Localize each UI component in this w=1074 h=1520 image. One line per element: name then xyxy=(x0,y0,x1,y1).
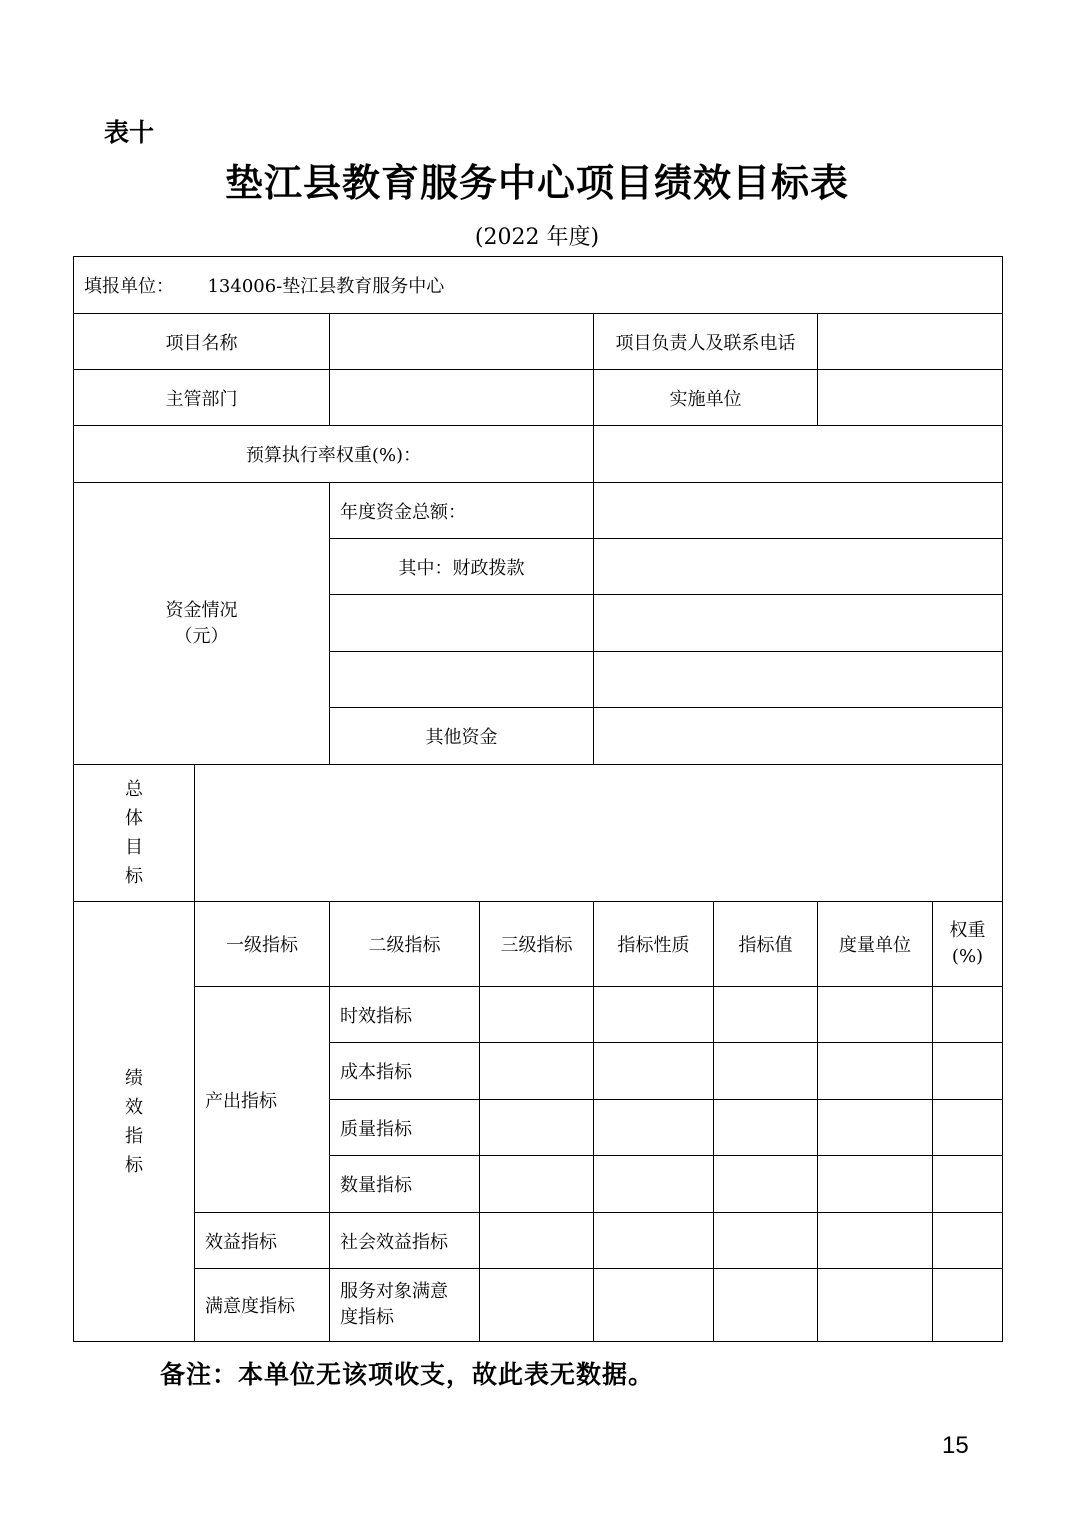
project-contact-label: 项目负责人及联系电话 xyxy=(594,314,818,370)
indicator-cell[interactable] xyxy=(594,1213,714,1269)
indicator-cell[interactable] xyxy=(933,1043,1003,1100)
funds-fiscal-label: 其中：财政拨款 xyxy=(330,539,594,595)
col-header-level3: 三级指标 xyxy=(480,902,594,987)
indicator-level2: 社会效益指标 xyxy=(330,1213,480,1269)
funds-label: 资金情况 xyxy=(165,599,238,621)
col-header-unit: 度量单位 xyxy=(818,902,933,987)
funds-blank-label-1 xyxy=(330,595,594,652)
row-funds-total xyxy=(74,483,1003,539)
indicator-cell[interactable] xyxy=(594,1043,714,1100)
col-header-value: 指标值 xyxy=(714,902,818,987)
overall-goal-char: 标 xyxy=(125,866,143,887)
filling-unit-cell xyxy=(74,257,1003,314)
indicator-cell[interactable] xyxy=(594,987,714,1043)
indicator-cell[interactable] xyxy=(933,987,1003,1043)
indicator-cell[interactable] xyxy=(818,1213,933,1269)
performance-char: 绩 xyxy=(125,1067,143,1089)
project-name-label: 项目名称 xyxy=(74,314,330,370)
indicator-cell[interactable] xyxy=(594,1100,714,1156)
satisfaction-indicator-label: 满意度指标 xyxy=(195,1269,330,1342)
satisfaction-item-line: 服务对象满意 xyxy=(340,1281,448,1302)
project-contact-field[interactable] xyxy=(818,314,1003,370)
col-header-weight xyxy=(933,902,1003,987)
performance-label xyxy=(74,902,195,1342)
funds-total-label: 年度资金总额： xyxy=(330,483,594,539)
indicator-cell[interactable] xyxy=(714,1269,818,1342)
indicator-cell[interactable] xyxy=(933,1100,1003,1156)
overall-goal-char: 总 xyxy=(125,779,143,800)
department-field[interactable] xyxy=(330,370,594,426)
indicator-cell[interactable] xyxy=(818,1269,933,1342)
indicator-cell[interactable] xyxy=(933,1213,1003,1269)
overall-goal-field[interactable] xyxy=(195,765,1003,902)
table-row xyxy=(74,1213,1003,1269)
indicator-cell[interactable] xyxy=(480,1269,594,1342)
satisfaction-item-line: 度指标 xyxy=(340,1307,394,1328)
row-department xyxy=(74,370,1003,426)
indicator-level2: 质量指标 xyxy=(330,1100,480,1156)
table-row xyxy=(74,987,1003,1043)
indicator-cell[interactable] xyxy=(594,1269,714,1342)
table-row xyxy=(74,1269,1003,1342)
indicator-cell[interactable] xyxy=(818,1100,933,1156)
funds-total-field[interactable] xyxy=(594,483,1003,539)
implementer-field[interactable] xyxy=(818,370,1003,426)
funds-other-label: 其他资金 xyxy=(330,708,594,765)
budget-weight-field[interactable] xyxy=(594,426,1003,483)
indicator-level2: 时效指标 xyxy=(330,987,480,1043)
indicator-cell[interactable] xyxy=(714,1213,818,1269)
funds-blank-field-1[interactable] xyxy=(594,595,1003,652)
table-number-label: 表十 xyxy=(104,118,155,147)
weight-header-label: 权重 xyxy=(949,920,986,941)
indicator-cell[interactable] xyxy=(480,1100,594,1156)
row-indicator-header xyxy=(74,902,1003,987)
col-header-level2: 二级指标 xyxy=(330,902,480,987)
filling-unit-label: 填报单位： xyxy=(84,276,174,297)
funds-fiscal-field[interactable] xyxy=(594,539,1003,595)
performance-goal-table xyxy=(73,256,1003,1342)
overall-goal-char: 体 xyxy=(125,808,143,829)
indicator-cell[interactable] xyxy=(714,987,818,1043)
indicator-cell[interactable] xyxy=(818,1043,933,1100)
output-indicator-label: 产出指标 xyxy=(195,987,330,1213)
funds-other-field[interactable] xyxy=(594,708,1003,765)
row-filling-unit xyxy=(74,257,1003,314)
indicator-cell[interactable] xyxy=(933,1156,1003,1213)
row-budget-weight xyxy=(74,426,1003,483)
indicator-cell[interactable] xyxy=(933,1269,1003,1342)
indicator-level2: 数量指标 xyxy=(330,1156,480,1213)
indicator-level2 xyxy=(330,1269,480,1342)
implementer-label: 实施单位 xyxy=(594,370,818,426)
performance-char: 效 xyxy=(125,1096,143,1118)
performance-char: 标 xyxy=(125,1154,143,1176)
indicator-cell[interactable] xyxy=(480,1043,594,1100)
indicator-cell[interactable] xyxy=(714,1156,818,1213)
year-subtitle: (2022 年度) xyxy=(474,225,600,250)
funds-label-cell xyxy=(74,483,330,765)
col-header-level1: 一级指标 xyxy=(195,902,330,987)
footnote: 备注：本单位无该项收支，故此表无数据。 xyxy=(160,1360,655,1389)
indicator-cell[interactable] xyxy=(818,1156,933,1213)
benefit-indicator-label: 效益指标 xyxy=(195,1213,330,1269)
indicator-cell[interactable] xyxy=(480,1156,594,1213)
overall-goal-label xyxy=(74,765,195,902)
weight-header-unit: (%) xyxy=(951,946,984,967)
indicator-cell[interactable] xyxy=(714,1100,818,1156)
indicator-cell[interactable] xyxy=(480,1213,594,1269)
indicator-cell[interactable] xyxy=(714,1043,818,1100)
department-label: 主管部门 xyxy=(74,370,330,426)
indicator-cell[interactable] xyxy=(818,987,933,1043)
overall-goal-char: 目 xyxy=(125,837,143,858)
row-project-name xyxy=(74,314,1003,370)
filling-unit-value: 134006-垫江县教育服务中心 xyxy=(207,276,445,297)
funds-blank-label-2 xyxy=(330,652,594,708)
funds-unit-label: （元） xyxy=(174,625,229,647)
row-overall-goal xyxy=(74,765,1003,902)
indicator-cell[interactable] xyxy=(480,987,594,1043)
funds-blank-field-2[interactable] xyxy=(594,652,1003,708)
indicator-cell[interactable] xyxy=(594,1156,714,1213)
indicator-level2: 成本指标 xyxy=(330,1043,480,1100)
col-header-nature: 指标性质 xyxy=(594,902,714,987)
performance-char: 指 xyxy=(125,1125,143,1147)
page-number: 15 xyxy=(942,1432,969,1459)
budget-weight-label: 预算执行率权重(%)： xyxy=(74,426,594,483)
page-title: 垫江县教育服务中心项目绩效目标表 xyxy=(224,160,849,205)
project-name-field[interactable] xyxy=(330,314,594,370)
